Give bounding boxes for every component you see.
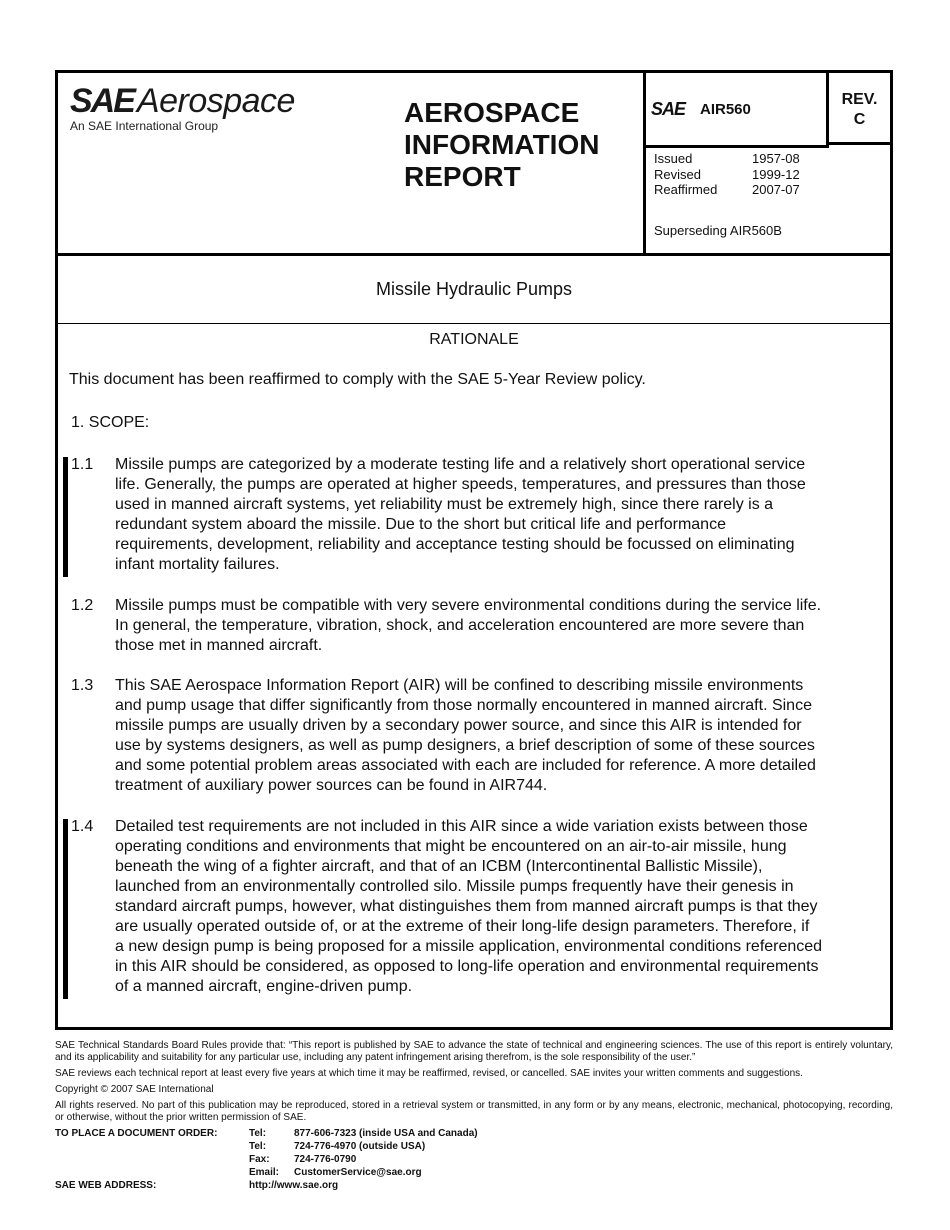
text-line: of a manned aircraft, engine-driven pump. <box>115 978 413 995</box>
date-row <box>654 182 800 198</box>
text-line: in this AIR should be considered, as opposed to long-life operation and environmental requirements <box>115 958 819 975</box>
text-line: missile pumps are usually driven by a secondary power source, and since this AIR is intended for <box>115 717 802 734</box>
change-bar <box>63 819 68 999</box>
date-value: 1999-12 <box>752 166 800 182</box>
text-line: operating conditions and environments that might be encountered on an air-to-air missile, hung <box>115 838 787 855</box>
scope-heading: 1. SCOPE: <box>71 414 150 431</box>
item-number: 1.2 <box>71 597 94 614</box>
text-line: Missile pumps must be compatible with very severe environmental conditions during the service life. <box>115 597 822 614</box>
contact-key: Fax: <box>249 1154 270 1165</box>
title-row <box>58 256 890 324</box>
text-line: In general, the temperature, vibration, shock, and acceleration encountered are more severe than <box>115 617 805 634</box>
report-type-line: INFORMATION <box>404 129 600 160</box>
order-info <box>55 1128 893 1198</box>
footer-copyright: Copyright © 2007 SAE International <box>55 1084 214 1095</box>
text-line: Missile pumps are categorized by a moderate testing life and a relatively short operational service <box>115 456 806 473</box>
item-text <box>115 455 875 575</box>
logo-subtitle: An SAE International Group <box>70 119 219 133</box>
logo-cell <box>58 73 646 253</box>
footer-review: SAE reviews each technical report at least every five years at which time it may be reaffirmed, revised, or cancelled. SAE invites your written comments and suggestions. <box>55 1068 803 1079</box>
contact-key: Email: <box>249 1167 280 1178</box>
date-value: 2007-07 <box>752 182 800 197</box>
text-line: life. Generally, the pumps are operated at higher speeds, temperatures, and pressures than those <box>115 476 806 493</box>
text-line: redundant system aboard the missile. Due to the short but critical life and performance <box>115 516 726 533</box>
doc-code: AIR560 <box>700 101 751 118</box>
logo-sae-text: SAE <box>70 82 134 120</box>
logo-aerospace-text: Aerospace <box>136 82 295 120</box>
date-value: 1957-08 <box>752 151 800 166</box>
date-row <box>654 167 800 183</box>
text-line: launched from an environmentally controlled silo. Missile pumps frequently have their genesis in <box>115 878 794 895</box>
text-line: used in manned aircraft systems, yet reliability must be extremely high, since there rarely is a <box>115 496 774 513</box>
rationale-text: This document has been reaffirmed to comply with the SAE 5-Year Review policy. <box>69 371 646 388</box>
text-line: and pump usage that differ significantly from those normally encountered in manned aircraft. Since <box>115 697 812 714</box>
footer-rights: All rights reserved. No part of this publication may be reproduced, stored in a retrieval system or transmitted, in any form or by any means, electronic, mechanical, photocopying, recording, or otherwise, without the prior written permission of SAE. <box>55 1100 893 1123</box>
item-text <box>115 817 875 997</box>
date-label: Reaffirmed <box>654 182 718 197</box>
item-text <box>115 596 875 656</box>
contact-value: 724-776-4970 (outside USA) <box>294 1141 426 1152</box>
text-line: and some potential problem areas associated with each are included for reference. A more detailed <box>115 757 816 774</box>
document-title: Missile Hydraulic Pumps <box>375 279 573 299</box>
superseding-note: Superseding AIR560B <box>654 223 782 238</box>
text-line: treatment of auxiliary power sources can be found in AIR744. <box>115 777 548 794</box>
text-line: This SAE Aerospace Information Report (AIR) will be confined to describing missile environments <box>115 677 804 694</box>
date-label: Issued <box>654 151 693 166</box>
rev-label: REV. <box>841 91 878 108</box>
text-line: are usually operated outside of, or at the extreme of their long-life design parameters. Therefore, if <box>115 918 810 935</box>
change-bar <box>63 457 68 577</box>
item-number: 1.4 <box>71 818 94 835</box>
date-list <box>654 151 800 198</box>
sae-mini-logo: SAE <box>651 99 686 119</box>
text-line: infant mortality failures. <box>115 556 280 573</box>
order-label: TO PLACE A DOCUMENT ORDER: <box>55 1128 218 1139</box>
date-row <box>654 151 800 167</box>
document-frame <box>55 70 893 1030</box>
doc-number-cell <box>643 73 829 148</box>
item-number: 1.3 <box>71 677 94 694</box>
date-label: Revised <box>654 166 701 182</box>
text-line: Detailed test requirements are not included in this AIR since a wide variation exists between those <box>115 818 808 835</box>
text-line: a new design pump is being proposed for a missile application, environmental conditions referenced <box>115 938 823 955</box>
item-number: 1.1 <box>71 456 94 473</box>
text-line: requirements, development, reliability and acceptance testing should be focussed on eliminating <box>115 536 795 553</box>
text-line: use by systems designers, as well as pump designers, a brief description of some of these sources <box>115 737 815 754</box>
text-line: standard aircraft pumps, however, what distinguishes them from manned aircraft pumps is that they <box>115 898 818 915</box>
contact-value: 877-606-7323 (inside USA and Canada) <box>294 1128 478 1139</box>
web-label: SAE WEB ADDRESS: <box>55 1180 157 1191</box>
rev-value: C <box>853 111 866 128</box>
contact-key: Tel: <box>249 1128 267 1139</box>
footer-rules: SAE Technical Standards Board Rules provide that: “This report is published by SAE to advance the state of technical and engineering sciences. The use of this report is entirely voluntary, and its applicability and suitability for any particular use, including any patent infringement arising therefrom, is the sole responsibility of the user.” <box>55 1040 893 1063</box>
report-type-line: AEROSPACE <box>404 97 580 128</box>
report-type <box>404 97 634 193</box>
web-address-link[interactable]: http://www.sae.org <box>249 1180 339 1191</box>
footer <box>55 1040 893 1198</box>
contact-value: 724-776-0790 <box>294 1154 357 1165</box>
header <box>58 73 890 256</box>
item-text <box>115 676 875 796</box>
report-type-line: REPORT <box>404 161 521 192</box>
text-line: beneath the wing of a fighter aircraft, and that of an ICBM (Intercontinental Ballistic Missile), <box>115 858 763 875</box>
contact-key: Tel: <box>249 1141 267 1152</box>
rationale-heading: RATIONALE <box>429 331 519 348</box>
text-line: those met in manned aircraft. <box>115 637 323 654</box>
contact-email-link[interactable]: CustomerService@sae.org <box>294 1167 422 1178</box>
revision-cell <box>829 73 890 145</box>
sae-aerospace-logo <box>70 83 295 133</box>
